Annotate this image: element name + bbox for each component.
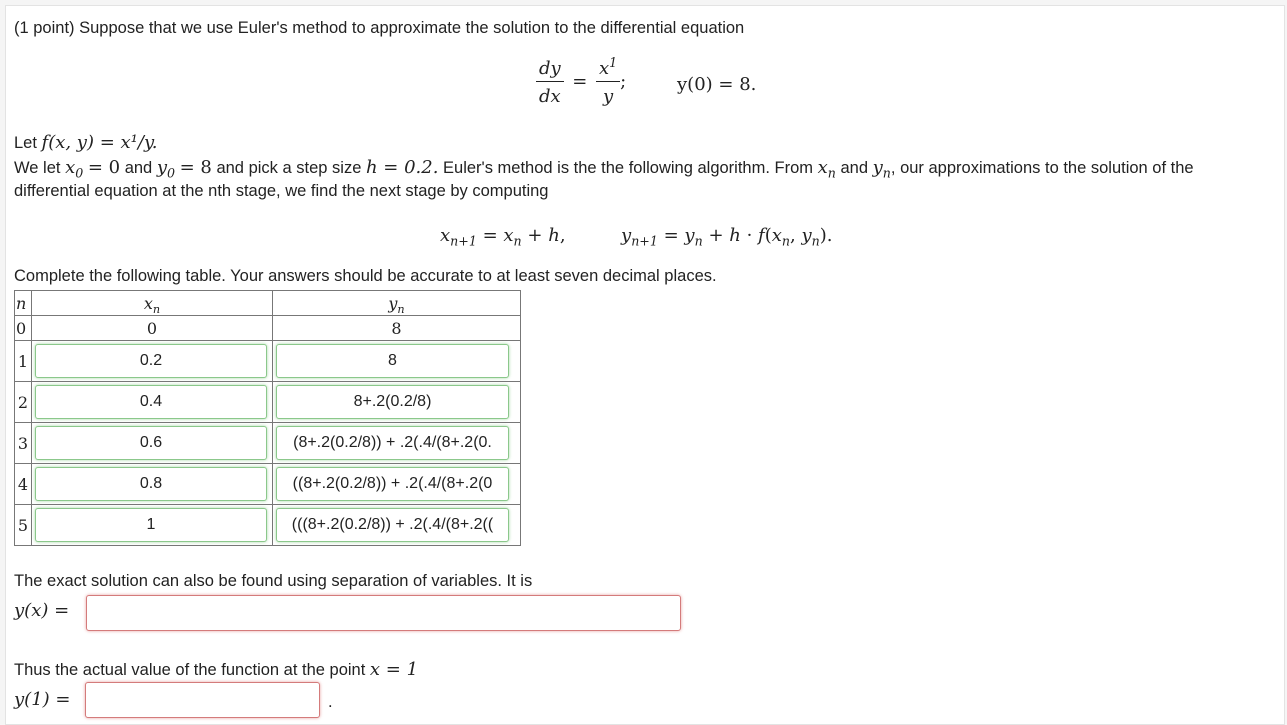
- row-index: 3: [15, 423, 32, 464]
- row-index: 4: [15, 464, 32, 505]
- x5-input[interactable]: 1: [35, 508, 267, 542]
- table-row: [15, 341, 521, 382]
- y0-value: 8: [273, 316, 521, 341]
- intro-text: (1 point) Suppose that we use Euler's method to approximate the solution to the differential equation: [14, 19, 745, 37]
- x2-input[interactable]: 0.4: [35, 385, 267, 419]
- ode-equation: $\frac{dy}{dx}$ = $\frac{x^1}{y}$ ;: [536, 58, 626, 107]
- y1-label: y(1) =: [14, 689, 71, 710]
- table-row: [15, 423, 521, 464]
- table-header-row: [15, 291, 521, 316]
- exact-solution-input[interactable]: [86, 595, 681, 631]
- x3-input[interactable]: 0.6: [35, 426, 267, 460]
- yx-label: y(x) =: [14, 600, 70, 621]
- row-index: 0: [15, 316, 32, 341]
- euler-recurrence: $x_{n+1} = x_n + h$, $y_{n+1} = y_n + h \cdot f(x_n$, $y_n$).: [440, 225, 833, 249]
- header-yn: $y_n$: [273, 291, 521, 316]
- header-xn: $x_n$: [32, 291, 273, 316]
- x1-input[interactable]: 0.2: [35, 344, 267, 378]
- y3-input[interactable]: (8+.2(0.2/8)) + .2(.4/(8+.2(0.: [276, 426, 509, 460]
- initial-condition: y(0) = 8.: [677, 74, 757, 95]
- table-row: [15, 316, 521, 341]
- table-instructions: Complete the following table. Your answers should be accurate to at least seven decimal places.: [14, 267, 717, 285]
- euler-table: [14, 290, 521, 546]
- y2-input[interactable]: 8+.2(0.2/8): [276, 385, 509, 419]
- table-row: [15, 382, 521, 423]
- actual-value-text: Thus the actual value of the function at the point x = 1: [14, 659, 419, 680]
- table-row: [15, 464, 521, 505]
- header-n: n: [15, 291, 32, 316]
- x0-value: 0: [32, 316, 273, 341]
- algorithm-description: We let $x_0 = 0$ and $y_0 = 8$ and pick a step size h = 0.2. Euler's method is the the following algorithm. From $x_n$ and $y_n$, our approximations to the solution of the: [14, 157, 1194, 181]
- f-definition: f(x, y) = x¹/y.: [41, 132, 158, 153]
- x4-input[interactable]: 0.8: [35, 467, 267, 501]
- y1-value-input[interactable]: [85, 682, 320, 718]
- algorithm-description-cont: differential equation at the nth stage, we find the next stage by computing: [14, 182, 549, 200]
- row-index: 5: [15, 505, 32, 546]
- row-index: 1: [15, 341, 32, 382]
- problem-panel: [5, 5, 1285, 725]
- y4-input[interactable]: ((8+.2(0.2/8)) + .2(.4/(8+.2(0: [276, 467, 509, 501]
- exact-solution-text: The exact solution can also be found using separation of variables. It is: [14, 572, 533, 590]
- y1-input[interactable]: 8: [276, 344, 509, 378]
- table-row: [15, 505, 521, 546]
- row-index: 2: [15, 382, 32, 423]
- f-definition-line: Let f(x, y) = x¹/y.: [14, 132, 158, 153]
- trailing-period: .: [328, 693, 333, 711]
- y5-input[interactable]: (((8+.2(0.2/8)) + .2(.4/(8+.2((: [276, 508, 509, 542]
